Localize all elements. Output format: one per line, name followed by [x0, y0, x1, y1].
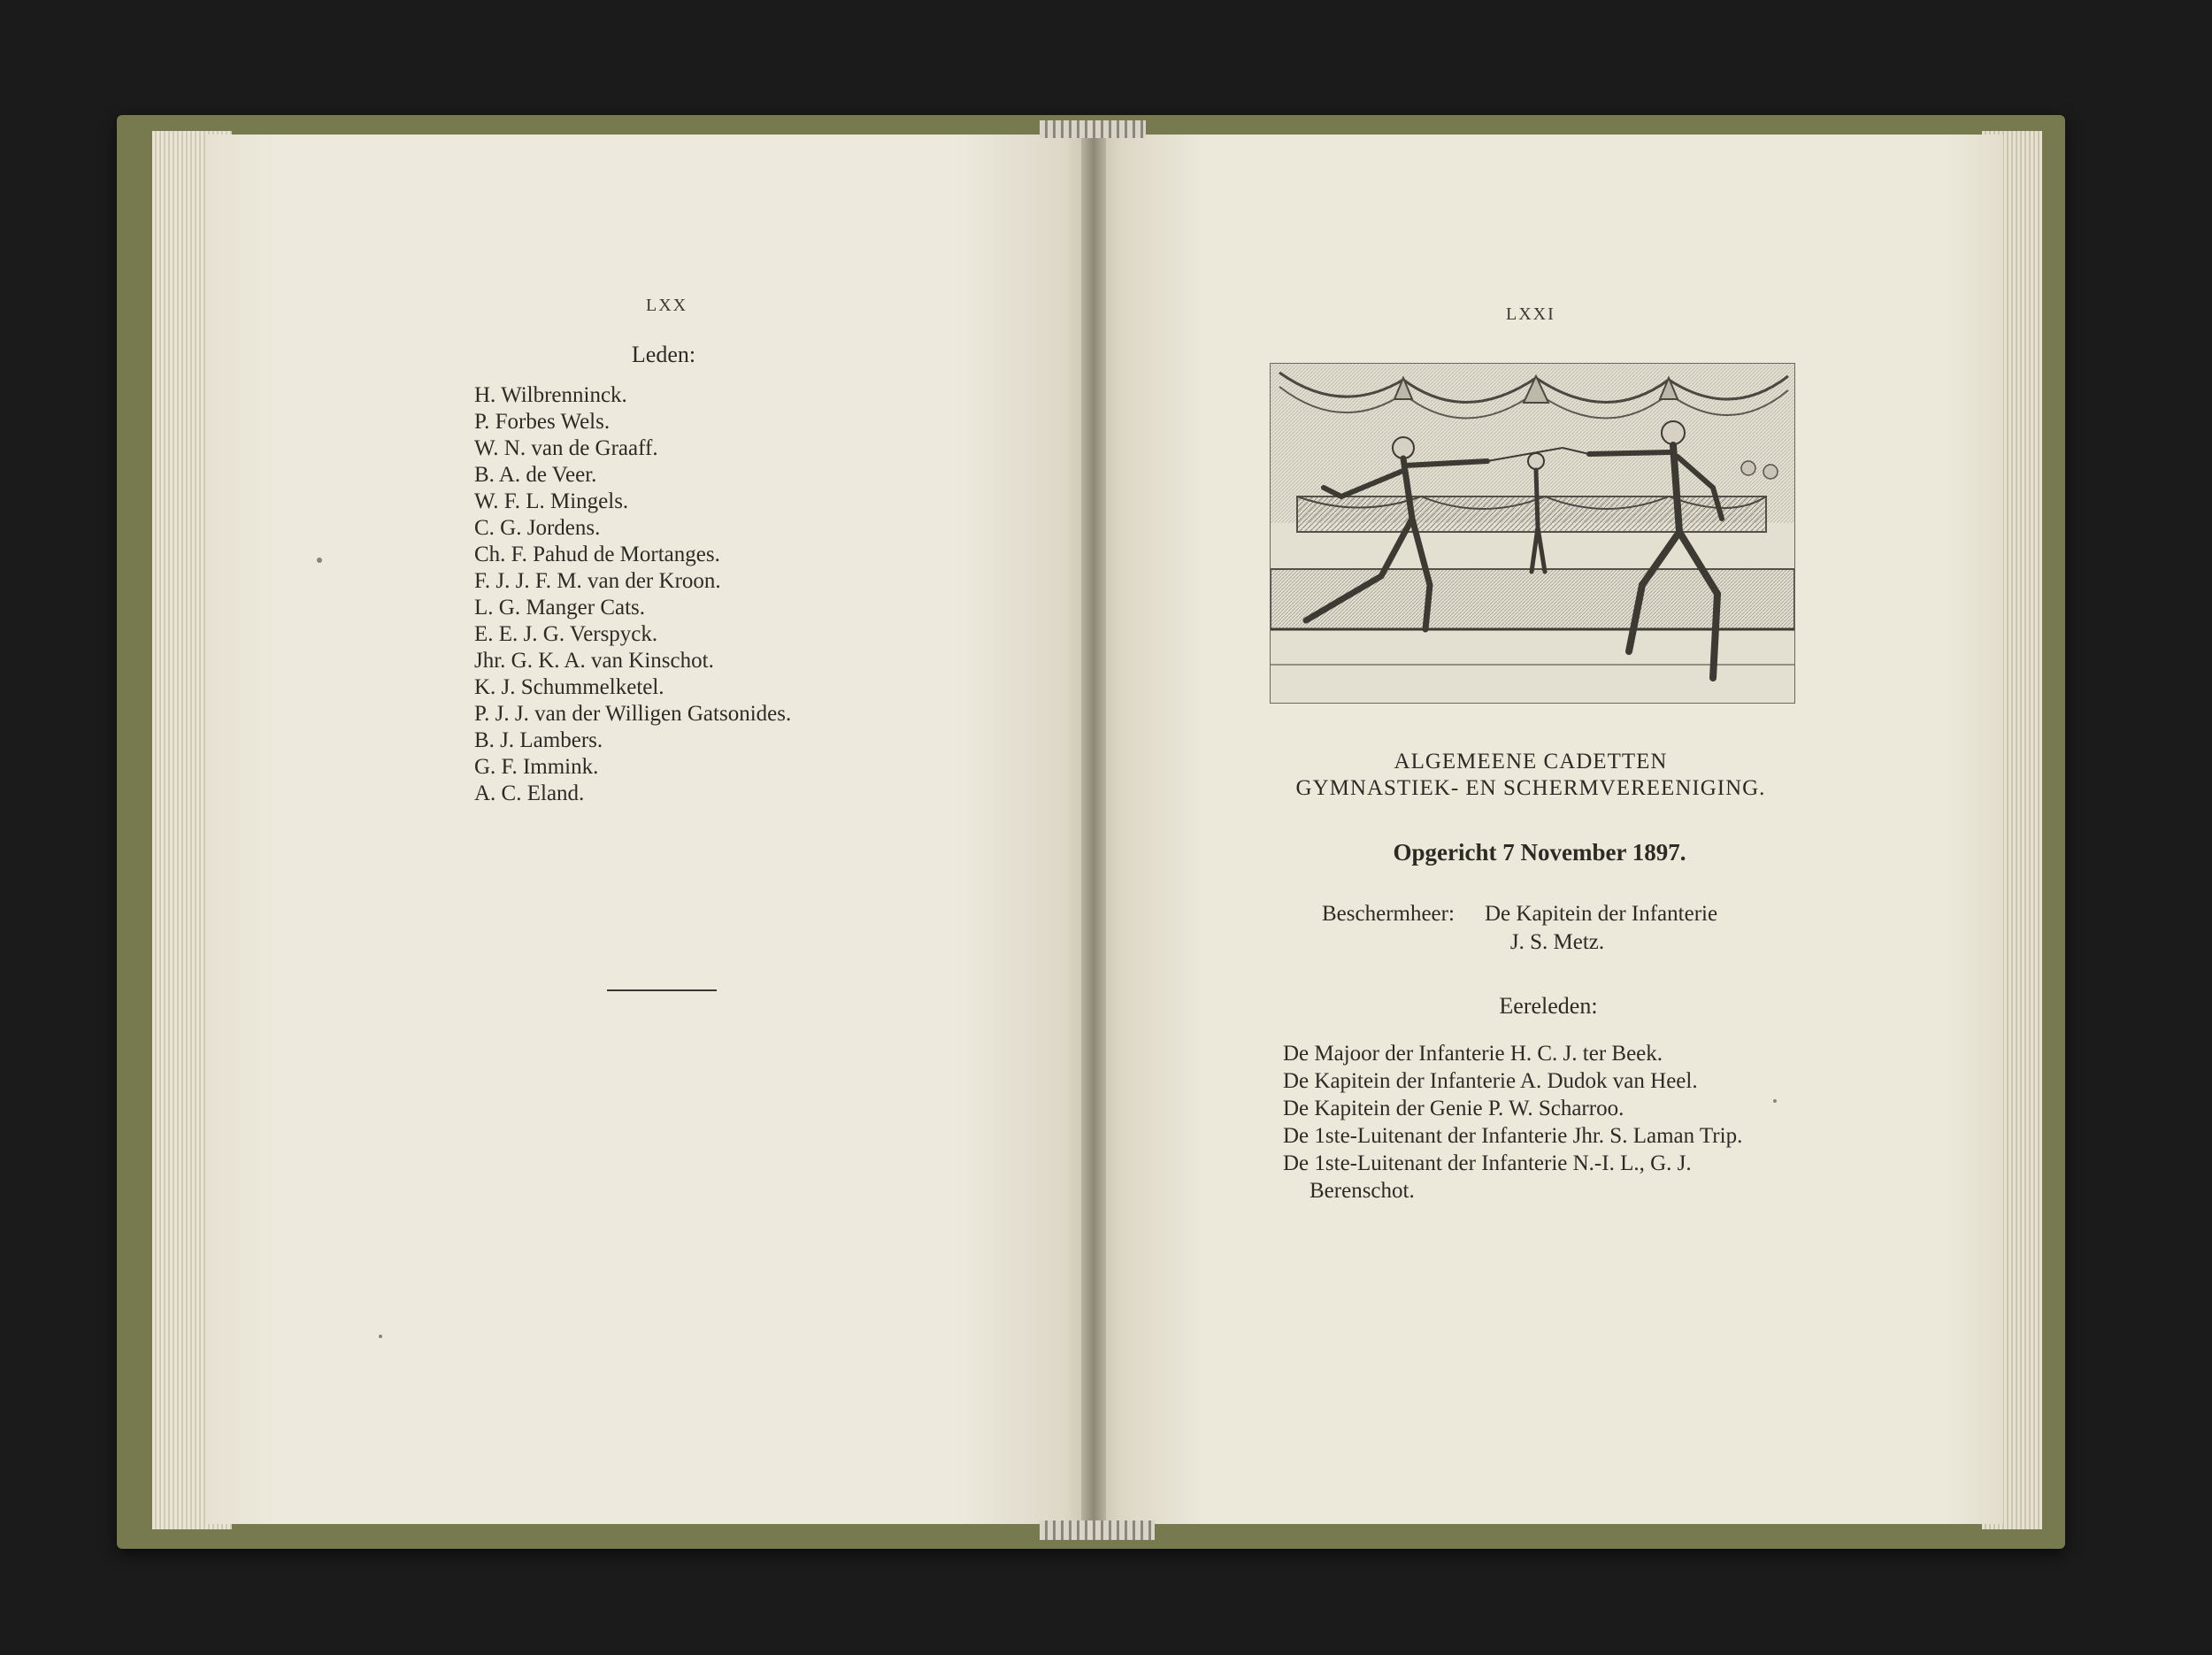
society-name-line1: ALGEMEENE CADETTEN [1394, 750, 1668, 774]
right-page-number: LXXI [1506, 304, 1555, 324]
list-item: C. G. Jordens. [474, 516, 601, 540]
list-item: De Kapitein der Genie P. W. Scharroo. [1283, 1097, 1624, 1120]
patron-name: J. S. Metz. [1509, 930, 1605, 954]
patron-label: Beschermheer: [1322, 902, 1455, 926]
paper-speck [1773, 1099, 1777, 1103]
right-page [1094, 135, 2003, 1524]
honorary-heading: Eereleden: [1499, 993, 1598, 1019]
paper-speck [317, 558, 322, 563]
founded-date: Opgericht 7 November 1897. [1393, 839, 1686, 866]
list-item: De Majoor der Infanterie H. C. J. ter Beek. [1283, 1042, 1663, 1066]
list-item: Ch. F. Pahud de Mortanges. [474, 543, 720, 566]
list-item: De 1ste-Luitenant der Infanterie N.-I. L., G. J. [1283, 1151, 1692, 1175]
list-item: B. J. Lambers. [474, 728, 603, 752]
members-list [474, 382, 791, 807]
paper-speck [379, 1335, 382, 1338]
list-item: De 1ste-Luitenant der Infanterie Jhr. S. Laman Trip. [1283, 1124, 1743, 1148]
list-item: G. F. Immink. [474, 755, 599, 779]
fencing-illustration [1270, 363, 1795, 704]
list-item: W. F. L. Mingels. [474, 489, 629, 513]
headband-top [1040, 120, 1146, 138]
list-item: B. A. de Veer. [474, 463, 597, 487]
list-item: K. J. Schummelketel. [474, 675, 664, 699]
society-name-line2: GYMNASTIEK- EN SCHERMVEREENIGING. [1295, 776, 1766, 800]
list-item: A. C. Eland. [474, 781, 585, 805]
headband-bottom [1040, 1520, 1155, 1540]
left-page-number: LXX [646, 296, 688, 315]
list-item: F. J. J. F. M. van der Kroon. [474, 569, 721, 593]
list-item: E. E. J. G. Verspyck. [474, 622, 658, 646]
list-item: W. N. van de Graaff. [474, 436, 658, 460]
list-item: Berenschot. [1310, 1179, 1415, 1203]
list-item: P. Forbes Wels. [474, 410, 611, 434]
list-item: L. G. Manger Cats. [474, 596, 646, 620]
list-item: De Kapitein der Infanterie A. Dudok van Heel. [1283, 1069, 1698, 1093]
list-item: H. Wilbrenninck. [474, 383, 627, 407]
honorary-members-list [1283, 1041, 1742, 1205]
book-gutter [1081, 124, 1106, 1540]
list-item: Jhr. G. K. A. van Kinschot. [474, 649, 714, 673]
members-heading: Leden: [631, 342, 696, 367]
list-item: P. J. J. van der Willigen Gatsonides. [474, 702, 792, 726]
section-divider [607, 989, 717, 991]
patron-title: De Kapitein der Infanterie [1485, 902, 1718, 926]
fencing-illustration-icon [1271, 364, 1794, 703]
